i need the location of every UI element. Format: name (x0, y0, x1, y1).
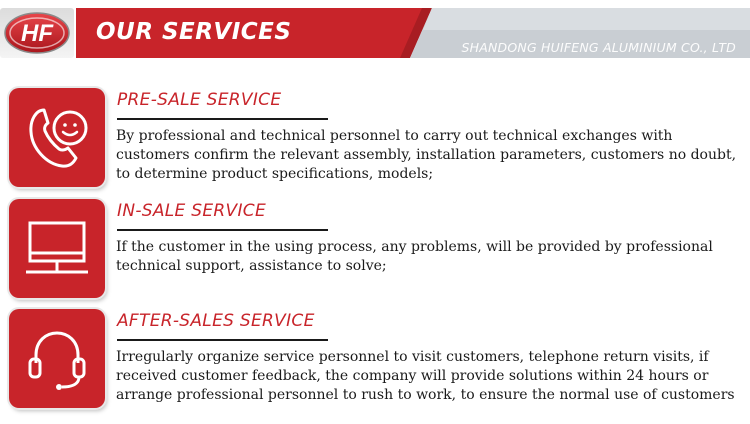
header-banner (0, 0, 750, 62)
hf-logo-icon (3, 10, 71, 56)
page-title: OUR SERVICES (96, 19, 292, 45)
service-icon-box (9, 309, 105, 408)
title-underline (117, 229, 328, 231)
title-underline (117, 118, 328, 120)
title-underline (117, 339, 328, 341)
service-description: If the customer in the using process, any problems, will be provided by professional technical support, assistance to solve; (116, 239, 713, 274)
company-logo[interactable] (0, 8, 74, 58)
headset-icon (22, 323, 92, 393)
service-description: By professional and technical personnel to carry out technical exchanges with customers confirm the relevant assembly, installation parameters, customers no doubt, to determine product specifications, models; (116, 128, 737, 182)
company-name: SHANDONG HUIFENG ALUMINIUM CO., LTD (461, 40, 736, 55)
service-in-sale (0, 199, 750, 303)
service-title: PRE-SALE SERVICE (117, 90, 282, 110)
logo-text: HF (21, 20, 53, 47)
phone-smile-icon (22, 102, 92, 172)
title-band (76, 8, 750, 58)
service-icon-box (9, 199, 105, 298)
monitor-icon (22, 213, 92, 283)
service-title: AFTER-SALES SERVICE (117, 311, 315, 331)
service-description: Irregularly organize service personnel to visit customers, telephone return visits, if received customer feedback, the company will provide solutions within 24 hours or arrange professional personnel to rush to work, to ensure the normal use of customers (116, 349, 735, 403)
service-icon-box (9, 88, 105, 187)
service-after-sales (0, 309, 750, 413)
service-pre-sale (0, 88, 750, 192)
service-title: IN-SALE SERVICE (117, 201, 266, 221)
